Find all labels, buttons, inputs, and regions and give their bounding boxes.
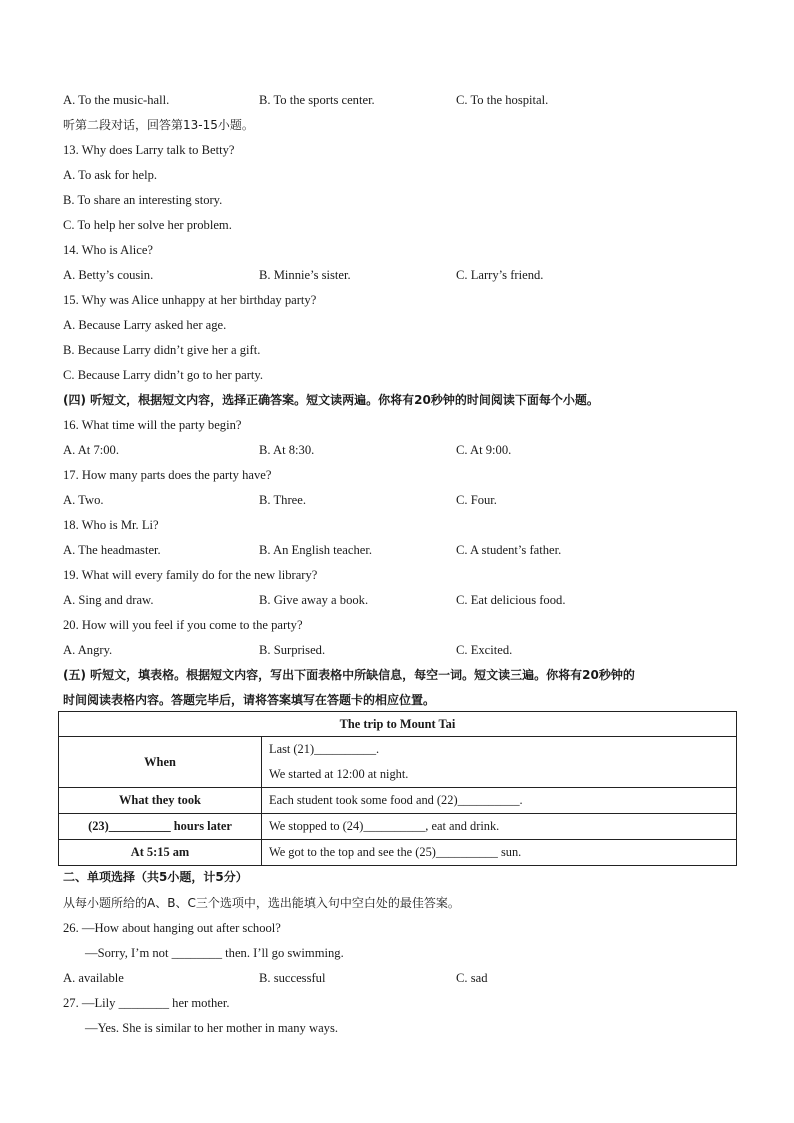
- table-row: [59, 840, 737, 866]
- q14-question: 14. Who is Alice?: [63, 243, 154, 257]
- row-label-at-515: At 5:15 am: [59, 840, 262, 866]
- q13-option-a: A. To ask for help.: [63, 168, 158, 182]
- q26-line2: —Sorry, I’m not ________ then. I’ll go swimming.: [85, 946, 344, 960]
- q13-option-b: B. To share an interesting story.: [63, 193, 223, 207]
- section5-instruction-line2: 时间阅读表格内容。答题完毕后，请将答案填写在答题卡的相应位置。: [63, 693, 436, 707]
- q18-option-c: C. A student’s father.: [456, 543, 562, 557]
- row-content-what-they-took: Each student took some food and (22)__________.: [262, 788, 737, 814]
- q17-option-a: A. Two.: [63, 493, 104, 507]
- q14-option-c: C. Larry’s friend.: [456, 268, 544, 282]
- q27-line1: 27. —Lily ________ her mother.: [63, 996, 230, 1010]
- row-label-when: When: [59, 737, 262, 788]
- q18-option-b: B. An English teacher.: [259, 543, 372, 557]
- q13-option-c: C. To help her solve her problem.: [63, 218, 232, 232]
- row-content-when: [262, 737, 737, 788]
- q19-option-a: A. Sing and draw.: [63, 593, 154, 607]
- part2-title: 二、单项选择（共5小题，计5分）: [63, 870, 248, 884]
- q20-option-b: B. Surprised.: [259, 643, 326, 657]
- q16-question: 16. What time will the party begin?: [63, 418, 242, 432]
- q16-option-a: A. At 7:00.: [63, 443, 119, 457]
- q12-option-b: B. To the sports center.: [259, 93, 375, 107]
- q26-option-c: C. sad: [456, 971, 488, 985]
- q15-option-b: B. Because Larry didn’t give her a gift.: [63, 343, 261, 357]
- part2-instruction: 从每小题所给的A、B、C三个选项中，选出能填入句中空白处的最佳答案。: [63, 896, 460, 910]
- section5-instruction-line1: (五) 听短文，填表格。根据短文内容，写出下面表格中所缺信息，每空一词。短文读三遍。你将有20秒钟的: [63, 668, 635, 682]
- row-line: We started at 12:00 at night.: [269, 767, 409, 781]
- row-content-at-515: We got to the top and see the (25)__________ sun.: [262, 840, 737, 866]
- q18-option-a: A. The headmaster.: [63, 543, 161, 557]
- row-label-hours-later: (23)__________ hours later: [59, 814, 262, 840]
- row-label-what-they-took: What they took: [59, 788, 262, 814]
- q16-option-c: C. At 9:00.: [456, 443, 512, 457]
- q18-question: 18. Who is Mr. Li?: [63, 518, 159, 532]
- table-row: [59, 788, 737, 814]
- q15-question: 15. Why was Alice unhappy at her birthday party?: [63, 293, 317, 307]
- q12-option-a: A. To the music-hall.: [63, 93, 170, 107]
- q20-option-a: A. Angry.: [63, 643, 113, 657]
- table-row: [59, 814, 737, 840]
- q27-line2: —Yes. She is similar to her mother in many ways.: [85, 1021, 339, 1035]
- trip-table: [58, 711, 737, 866]
- q15-option-c: C. Because Larry didn’t go to her party.: [63, 368, 264, 382]
- q17-option-b: B. Three.: [259, 493, 306, 507]
- trip-table-title: The trip to Mount Tai: [59, 712, 737, 737]
- q13-question: 13. Why does Larry talk to Betty?: [63, 143, 235, 157]
- q19-option-c: C. Eat delicious food.: [456, 593, 566, 607]
- q17-question: 17. How many parts does the party have?: [63, 468, 272, 482]
- q26-line1: 26. —How about hanging out after school?: [63, 921, 281, 935]
- table-row: [59, 737, 737, 788]
- q15-option-a: A. Because Larry asked her age.: [63, 318, 227, 332]
- q12-option-c: C. To the hospital.: [456, 93, 549, 107]
- q14-option-b: B. Minnie’s sister.: [259, 268, 351, 282]
- q20-question: 20. How will you feel if you come to the party?: [63, 618, 303, 632]
- q19-option-b: B. Give away a book.: [259, 593, 369, 607]
- q16-option-b: B. At 8:30.: [259, 443, 315, 457]
- q19-question: 19. What will every family do for the new library?: [63, 568, 318, 582]
- row-content-hours-later: We stopped to (24)__________, eat and drink.: [262, 814, 737, 840]
- section-dialog2-instruction: 听第二段对话，回答第13-15小题。: [63, 118, 254, 132]
- q26-option-a: A. available: [63, 971, 124, 985]
- q20-option-c: C. Excited.: [456, 643, 513, 657]
- section4-instruction: (四) 听短文，根据短文内容，选择正确答案。短文读两遍。你将有20秒钟的时间阅读下面每个小题。: [63, 393, 599, 407]
- row-line: Last (21)__________.: [269, 742, 380, 756]
- q26-option-b: B. successful: [259, 971, 326, 985]
- q14-option-a: A. Betty’s cousin.: [63, 268, 154, 282]
- q17-option-c: C. Four.: [456, 493, 497, 507]
